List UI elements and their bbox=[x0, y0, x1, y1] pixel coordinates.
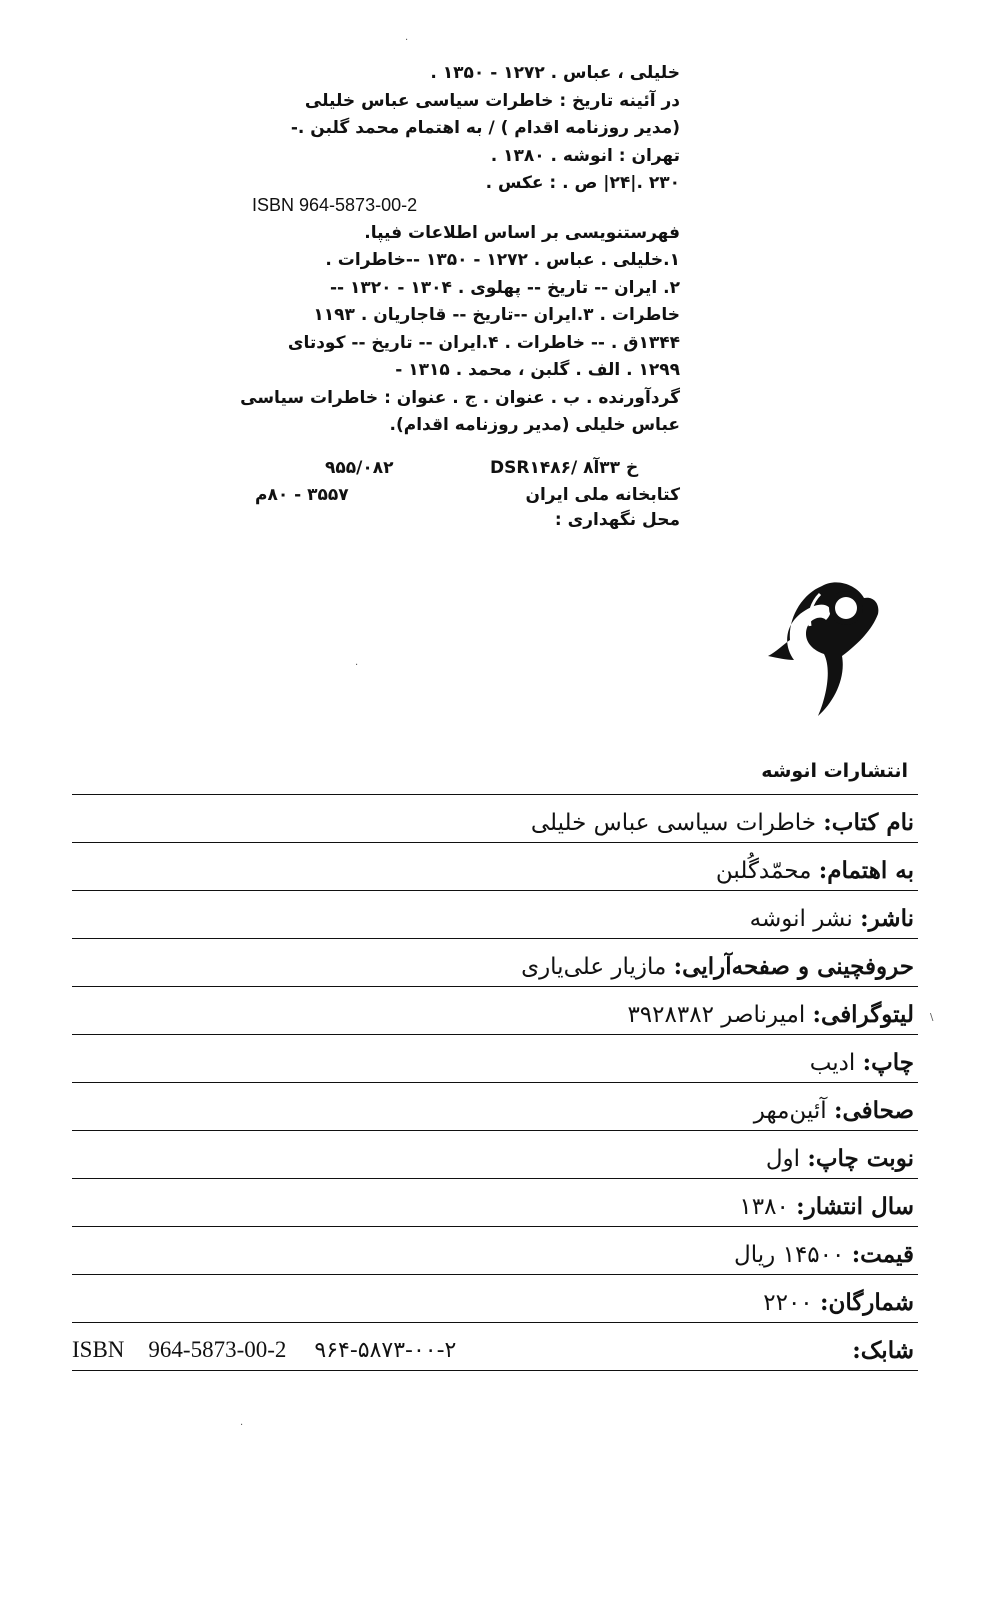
detail-label: شمارگان: bbox=[819, 1289, 914, 1316]
congress-classification: DSR۱۴۸۶/ ۸خ ۳۳آ bbox=[490, 458, 639, 478]
detail-label: ناشر: bbox=[860, 905, 914, 932]
scan-speck: \ bbox=[930, 1012, 934, 1023]
detail-value: ۲۲۰۰ bbox=[763, 1290, 813, 1316]
isbn-label: شابک: bbox=[852, 1337, 914, 1364]
detail-value: ادیب bbox=[809, 1050, 856, 1076]
publisher-name: انتشارات انوشه bbox=[761, 760, 908, 782]
cip-subject-line: خاطرات . ۳.ایران --تاریخ -- قاجاریان . ۱۱۹۳ bbox=[313, 305, 680, 325]
detail-value: خاطرات سیاسی عباس خلیلی bbox=[530, 810, 816, 836]
cip-line: در آئینه تاریخ : خاطرات سیاسی عباس خلیلی bbox=[304, 90, 680, 111]
anousheh-logo-icon bbox=[762, 574, 902, 726]
detail-label: قیمت: bbox=[851, 1241, 914, 1268]
detail-row-isbn bbox=[72, 1323, 918, 1371]
detail-value: اول bbox=[765, 1146, 801, 1172]
detail-row-year bbox=[72, 1179, 918, 1227]
cip-line: تهران : انوشه . ۱۳۸۰ . bbox=[490, 145, 680, 166]
cip-isbn: ISBN 964-5873-00-2 bbox=[252, 195, 418, 215]
isbn-prefix: ISBN bbox=[72, 1337, 125, 1362]
detail-row-print-run bbox=[72, 1275, 918, 1323]
scan-speck: · bbox=[355, 660, 359, 671]
detail-label: لیتوگرافی: bbox=[812, 1001, 914, 1028]
scan-speck: · bbox=[405, 35, 409, 46]
scan-speck: · bbox=[240, 1420, 244, 1431]
detail-label: صحافی: bbox=[833, 1097, 914, 1124]
isbn-value bbox=[72, 1337, 456, 1363]
cip-subject-line: ۱۲۹۹ . الف . گلبن ، محمد . ۱۳۱۵ - bbox=[395, 360, 680, 380]
cip-subject-line: عباس خلیلی (مدیر روزنامه اقدام). bbox=[389, 415, 680, 435]
detail-row-edition bbox=[72, 1131, 918, 1179]
detail-label: به اهتمام: bbox=[818, 857, 914, 884]
detail-value: امیرناصر ۳۹۲۸۳۸۲ bbox=[627, 1002, 806, 1028]
detail-value: آئین‌مهر bbox=[753, 1098, 827, 1124]
isbn-code: 964-5873-00-2 bbox=[148, 1337, 287, 1362]
cip-line: خلیلی ، عباس . ۱۲۷۲ - ۱۳۵۰ . bbox=[430, 63, 680, 83]
detail-row-publisher bbox=[72, 891, 918, 939]
detail-row-printing bbox=[72, 1035, 918, 1083]
detail-row-editor bbox=[72, 843, 918, 891]
cip-line: ۲۳۰ .|۲۴| ص . : عکس . bbox=[485, 173, 680, 193]
national-library-number: ۳۵۵۷ - ۸۰م bbox=[255, 485, 349, 505]
book-details-table bbox=[72, 794, 918, 1371]
detail-row-lithography bbox=[72, 987, 918, 1035]
detail-label: حروفچینی و صفحه‌آرایی: bbox=[673, 953, 914, 980]
dewey-classification: ۹۵۵/۰۸۲ bbox=[325, 458, 394, 478]
detail-value: ۱۴۵۰۰ ریال bbox=[734, 1242, 845, 1268]
cip-subject-line: ۱.خلیلی . عباس . ۱۲۷۲ - ۱۳۵۰ --خاطرات . bbox=[325, 250, 680, 270]
cip-block bbox=[240, 60, 680, 440]
detail-label: چاپ: bbox=[862, 1049, 914, 1076]
detail-row-binding bbox=[72, 1083, 918, 1131]
detail-label: سال انتشار: bbox=[796, 1193, 914, 1220]
detail-value: مازیار علی‌یاری bbox=[521, 954, 667, 980]
detail-value: محمّدگُلبن bbox=[715, 858, 812, 884]
isbn-persian: ۹۶۴-۵۸۷۳-۰۰-۲ bbox=[314, 1338, 457, 1363]
national-library-label: کتابخانه ملی ایران bbox=[525, 485, 680, 505]
detail-row-title bbox=[72, 795, 918, 843]
cip-subject-line: فهرستنویسی بر اساس اطلاعات فیپا. bbox=[364, 222, 680, 243]
cip-subject-line: ۱۳۴۴ق . -- خاطرات . ۴.ایران -- تاریخ -- کودتای bbox=[287, 332, 680, 353]
cip-line: (مدیر روزنامه اقدام ) / به اهتمام محمد گلبن .- bbox=[290, 118, 680, 138]
detail-label: نوبت چاپ: bbox=[807, 1145, 914, 1172]
storage-location-label: محل نگهداری : bbox=[554, 510, 680, 530]
cip-subject-line: گردآورنده . ب . عنوان . ج . عنوان : خاطرات سیاسی bbox=[240, 387, 680, 408]
detail-row-typesetting bbox=[72, 939, 918, 987]
cip-subject-line: ۲. ایران -- تاریخ -- پهلوی . ۱۳۰۴ - ۱۳۲۰ -- bbox=[329, 277, 680, 298]
detail-value: نشر انوشه bbox=[749, 906, 853, 932]
detail-value: ۱۳۸۰ bbox=[739, 1194, 789, 1220]
detail-label: نام کتاب: bbox=[823, 809, 914, 836]
detail-row-price bbox=[72, 1227, 918, 1275]
